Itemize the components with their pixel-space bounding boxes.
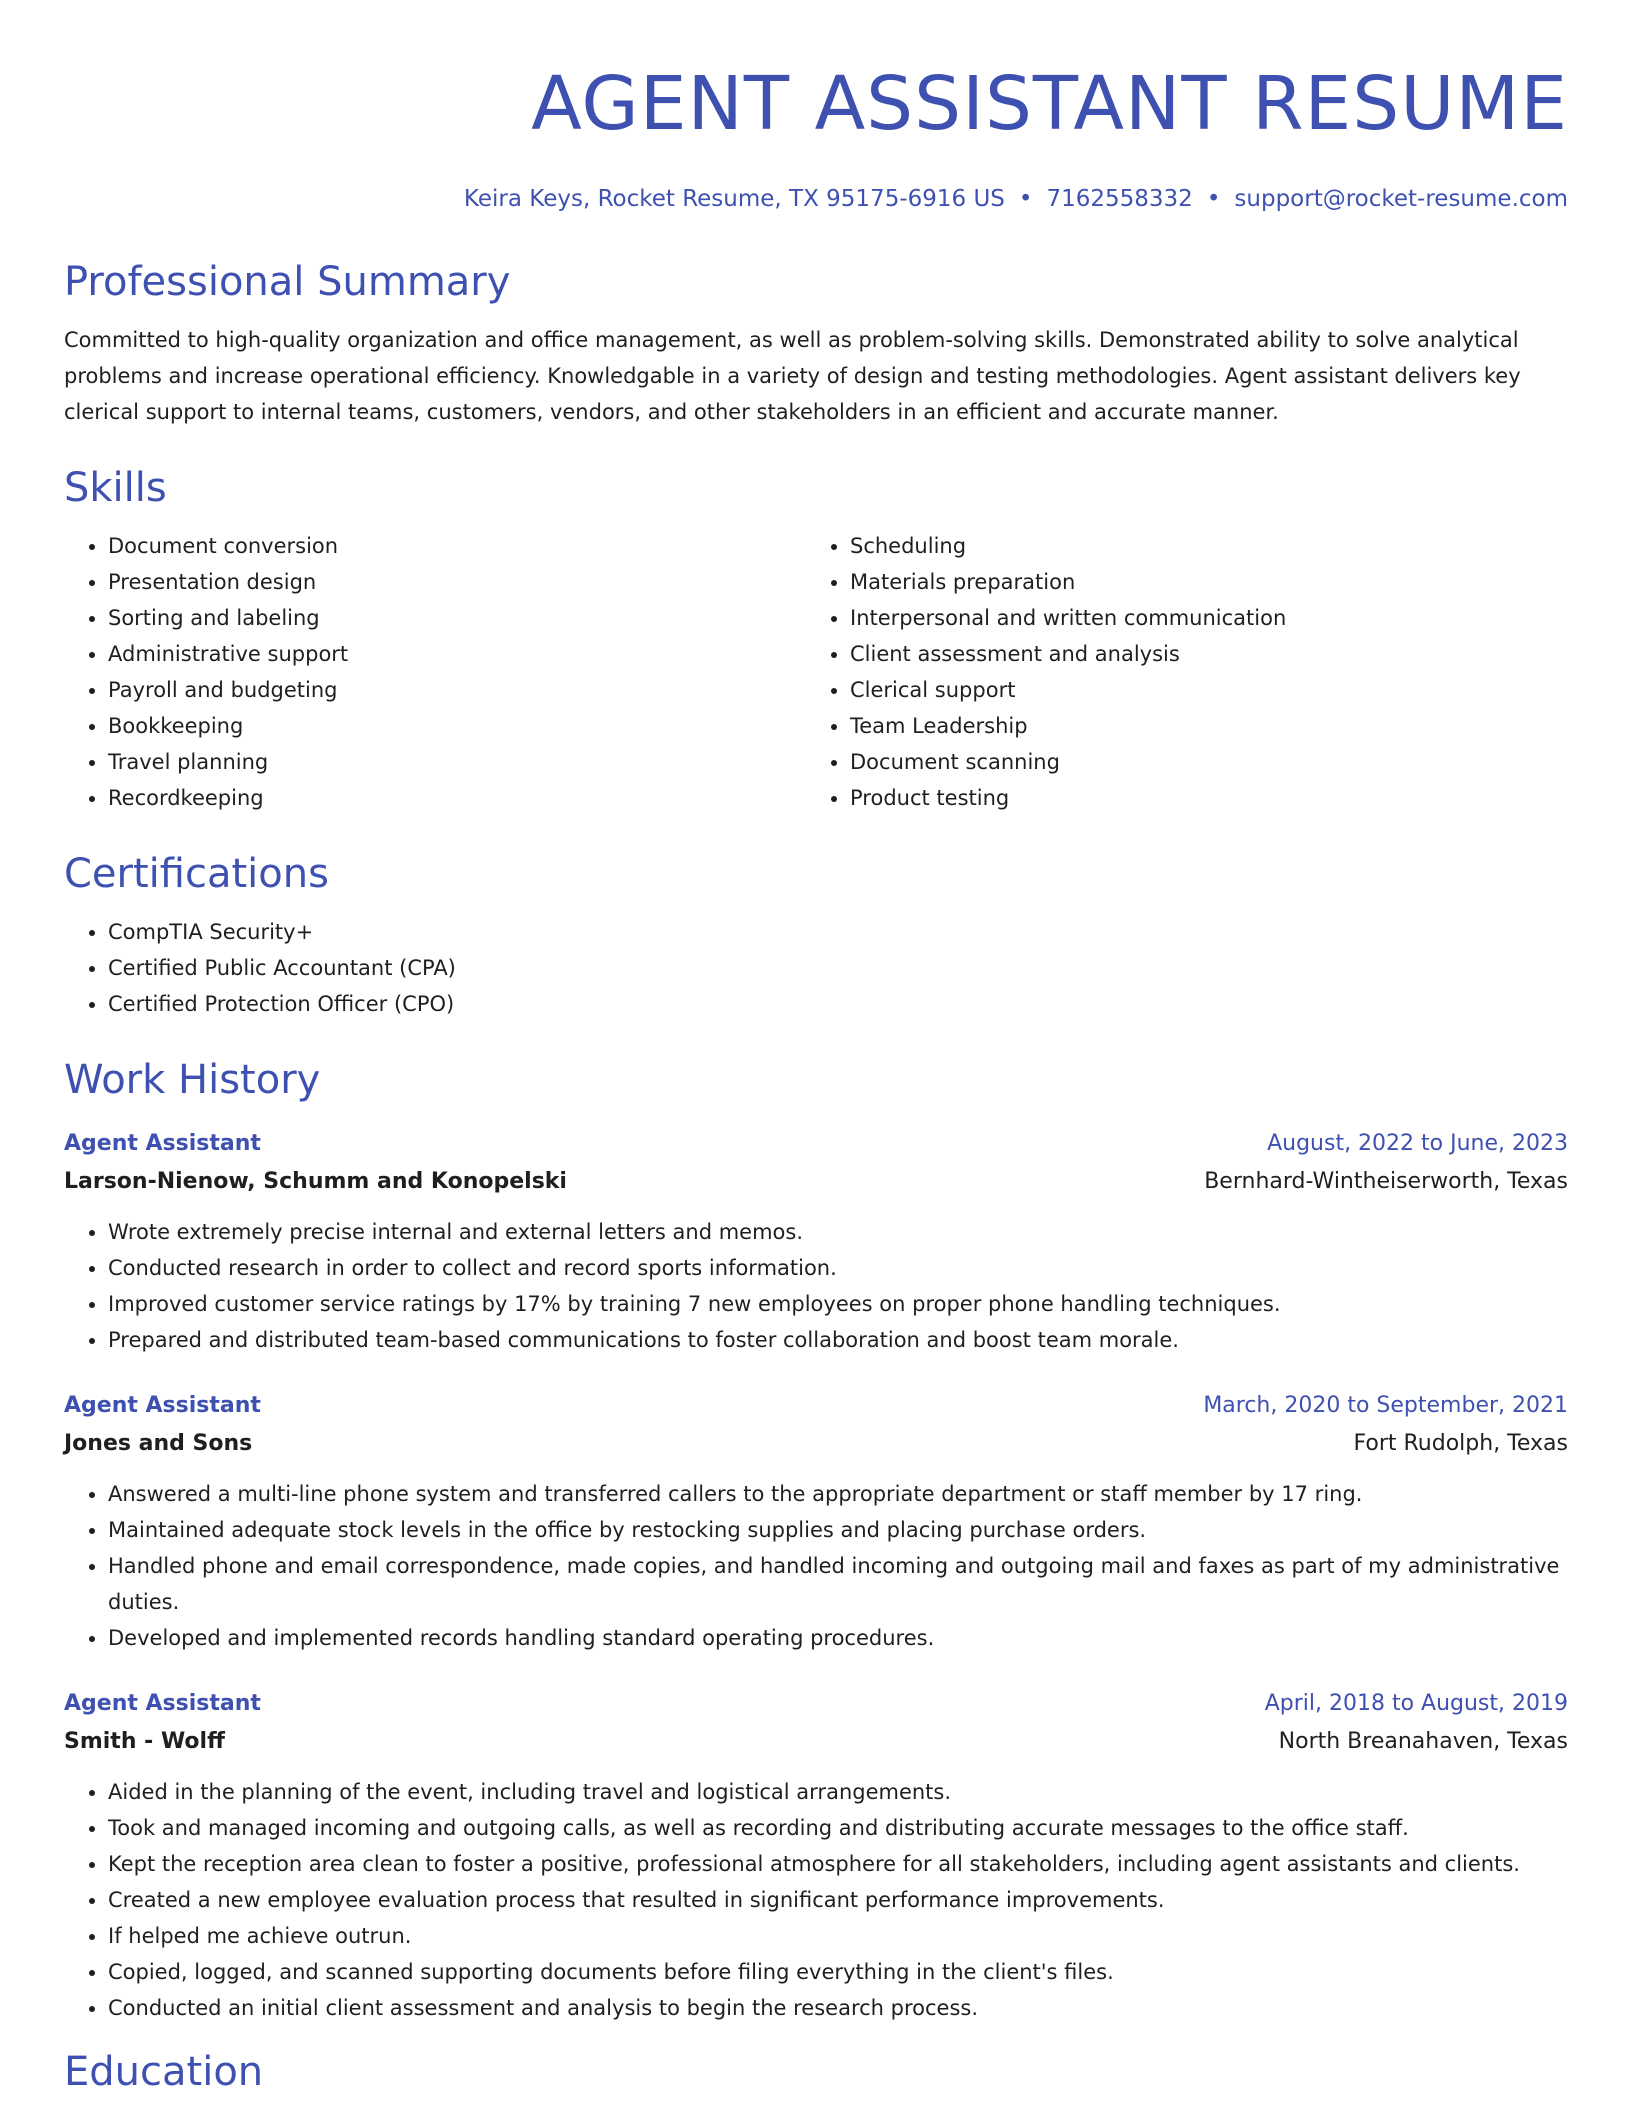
job-bullet: • Answered a multi-line phone system and transferred callers to the appropriate department or staff member by 17 ring. xyxy=(108,1476,1568,1512)
job-bullet: • Copied, logged, and scanned supporting documents before filing everything in the client's files. xyxy=(108,1954,1568,1990)
certification-item: • CompTIA Security+ xyxy=(108,914,1568,950)
skill-item: • Team Leadership xyxy=(850,708,1548,744)
section-title-work-history: Work History xyxy=(64,1057,321,1103)
job-bullet: • Wrote extremely precise internal and external letters and memos. xyxy=(108,1214,1568,1250)
job-title: Agent Assistant xyxy=(64,1131,261,1156)
job-bullet: • Maintained adequate stock levels in the office by restocking supplies and placing purchase orders. xyxy=(108,1512,1568,1548)
job-location: Bernhard-Wintheiserworth, Texas xyxy=(1204,1169,1568,1194)
job-title: Agent Assistant xyxy=(64,1393,261,1418)
job-company-row xyxy=(64,1162,1568,1202)
skill-item: • Materials preparation xyxy=(850,564,1548,600)
job-bullets xyxy=(64,1774,1568,2026)
job-bullet: • Improved customer service ratings by 17% by training 7 new employees on proper phone handling techniques. xyxy=(108,1286,1568,1322)
job-company: Jones and Sons xyxy=(64,1431,253,1456)
skill-item: • Administrative support xyxy=(108,636,806,672)
job-entry xyxy=(64,1388,1568,1656)
job-company-row xyxy=(64,1722,1568,1762)
job-header-row xyxy=(64,1686,1568,1722)
section-title-certifications: Certifications xyxy=(64,851,329,897)
skill-item: • Clerical support xyxy=(850,672,1548,708)
job-company: Smith - Wolff xyxy=(64,1729,225,1754)
job-bullet: • Kept the reception area clean to foster a positive, professional atmosphere for all stakeholders, including agent assistants and clients. xyxy=(108,1846,1568,1882)
job-entry xyxy=(64,1686,1568,2026)
skill-item: • Scheduling xyxy=(850,528,1548,564)
section-title-skills: Skills xyxy=(64,465,167,511)
job-bullets xyxy=(64,1476,1568,1656)
skill-item: • Travel planning xyxy=(108,744,806,780)
job-dates: April, 2018 to August, 2019 xyxy=(1264,1691,1568,1716)
job-bullet: • Aided in the planning of the event, including travel and logistical arrangements. xyxy=(108,1774,1568,1810)
job-bullet: • Created a new employee evaluation process that resulted in significant performance improvements. xyxy=(108,1882,1568,1918)
job-bullet: • Prepared and distributed team-based communications to foster collaboration and boost team morale. xyxy=(108,1322,1568,1358)
job-bullet: • Conducted an initial client assessment and analysis to begin the research process. xyxy=(108,1990,1568,2026)
resume-title: AGENT ASSISTANT RESUME xyxy=(531,61,1568,147)
skill-item: • Sorting and labeling xyxy=(108,600,806,636)
certification-item: • Certified Public Accountant (CPA) xyxy=(108,950,1568,986)
skills-list-right xyxy=(806,528,1548,816)
contact-separator: • xyxy=(1206,186,1221,212)
section-title-summary: Professional Summary xyxy=(64,259,511,305)
contact-address: Keira Keys, Rocket Resume, TX 95175-6916 US xyxy=(463,186,1005,212)
skill-item: • Client assessment and analysis xyxy=(850,636,1548,672)
skill-item: • Document conversion xyxy=(108,528,806,564)
skills-column-right xyxy=(806,528,1548,816)
job-title: Agent Assistant xyxy=(64,1691,261,1716)
skill-item: • Recordkeeping xyxy=(108,780,806,816)
contact-separator: • xyxy=(1018,186,1033,212)
job-bullets xyxy=(64,1214,1568,1358)
skills-grid xyxy=(64,528,1568,816)
skills-column-left xyxy=(64,528,806,816)
job-header-row xyxy=(64,1126,1568,1162)
summary-text: Committed to high-quality organization and office management, as well as problem-solving skills. Demonstrated ability to solve analytical problems and increase operational efficiency. Knowledgable in a variety of design and testing methodologies. Agent assistant delivers key clerical support to internal teams, customers, vendors, and other stakeholders in an efficient and accurate manner. xyxy=(64,328,1521,424)
contact-phone[interactable]: 7162558332 xyxy=(1046,186,1193,212)
skill-item: • Presentation design xyxy=(108,564,806,600)
job-dates: August, 2022 to June, 2023 xyxy=(1267,1131,1568,1156)
job-location: North Breanahaven, Texas xyxy=(1278,1729,1568,1754)
job-bullet: • Developed and implemented records handling standard operating procedures. xyxy=(108,1620,1568,1656)
contact-line xyxy=(64,182,1568,216)
job-entry xyxy=(64,1126,1568,1358)
section-title-education: Education xyxy=(64,2049,264,2095)
job-company-row xyxy=(64,1424,1568,1464)
job-header-row xyxy=(64,1388,1568,1424)
job-dates: March, 2020 to September, 2021 xyxy=(1203,1393,1568,1418)
job-location: Fort Rudolph, Texas xyxy=(1353,1431,1568,1456)
certification-item: • Certified Protection Officer (CPO) xyxy=(108,986,1568,1022)
job-bullet: • Handled phone and email correspondence, made copies, and handled incoming and outgoing mail and faxes as part of my administrative duties. xyxy=(108,1548,1568,1620)
skill-item: • Bookkeeping xyxy=(108,708,806,744)
certifications-list xyxy=(64,914,1568,1022)
skill-item: • Payroll and budgeting xyxy=(108,672,806,708)
contact-email[interactable]: support@rocket-resume.com xyxy=(1234,186,1568,212)
job-company: Larson-Nienow, Schumm and Konopelski xyxy=(64,1169,567,1194)
skill-item: • Interpersonal and written communication xyxy=(850,600,1548,636)
skills-list-left xyxy=(64,528,806,816)
skill-item: • Document scanning xyxy=(850,744,1548,780)
job-bullet: • If helped me achieve outrun. xyxy=(108,1918,1568,1954)
resume-page xyxy=(64,40,1568,2100)
skill-item: • Product testing xyxy=(850,780,1548,816)
job-bullet: • Took and managed incoming and outgoing calls, as well as recording and distributing accurate messages to the office staff. xyxy=(108,1810,1568,1846)
job-bullet: • Conducted research in order to collect and record sports information. xyxy=(108,1250,1568,1286)
